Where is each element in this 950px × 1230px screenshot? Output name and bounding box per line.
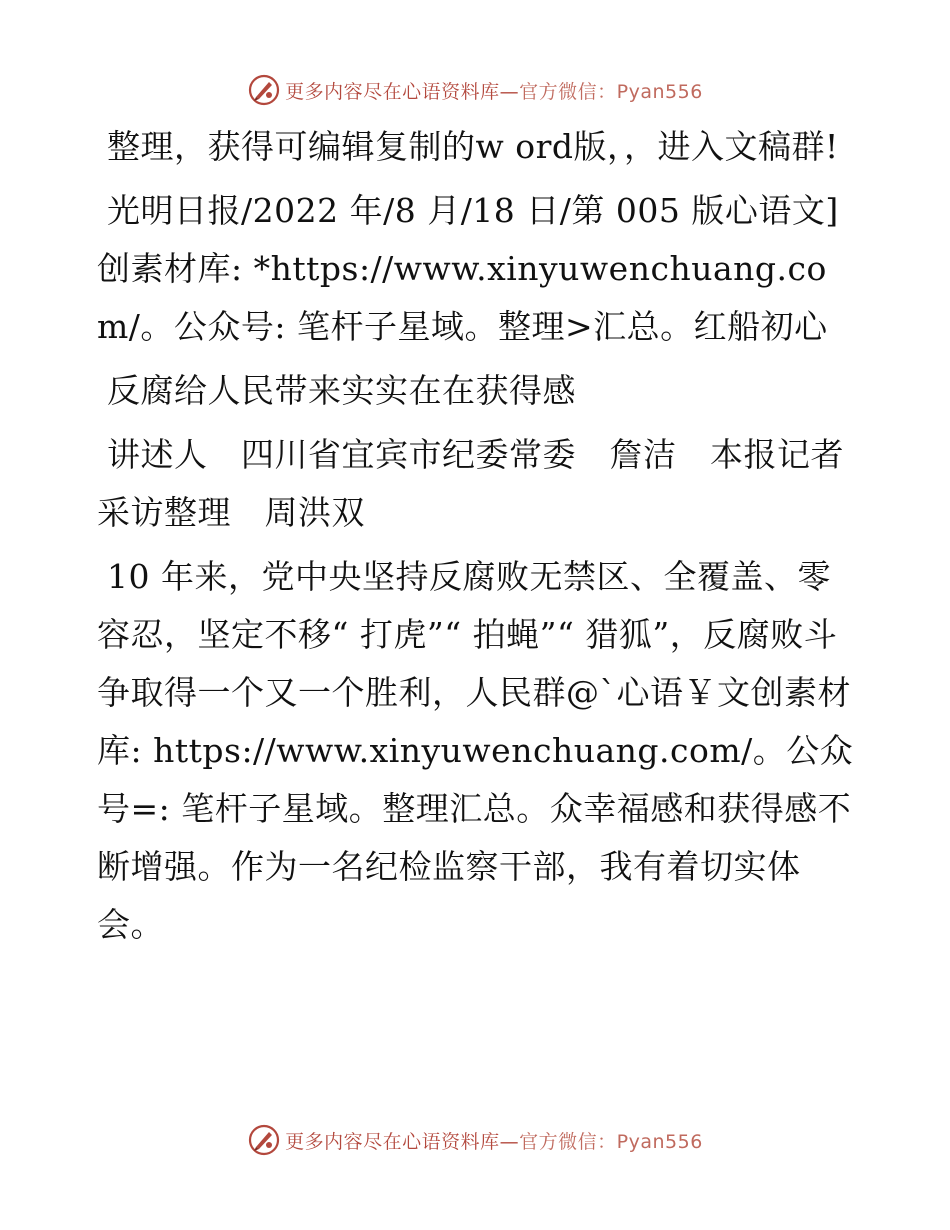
article-title: 反腐给人民带来实实在在获得感 bbox=[107, 371, 576, 410]
paragraph-source: 光明日报/2022 年/8 月/18 日/第 005 版心语文]创素材库: *https://www.xinyuwenchuang.com/。公众号: 笔杆子星域。整理>汇总。红船初心 bbox=[97, 191, 839, 346]
document-body bbox=[97, 118, 878, 960]
article-byline: 讲述人 四川省宜宾市纪委常委 詹洁 本报记者 采访整理 周洪双 bbox=[97, 435, 878, 532]
paragraph-body: 10 年来，党中央坚持反腐败无禁区、全覆盖、零容忍，坚定不移“ 打虎”“ 拍蝇”“ 猎狐”，反腐败斗争取得一个又一个胜利，人民群@`心语￥文创素材库: https://www.xinyuwenchuang.com/。公众号=: 笔杆子星域。整理汇总。众幸福感和获得感不断增强。作为一名纪检监察干部，我有着切实体会。 bbox=[97, 557, 854, 944]
header-watermark-banner bbox=[0, 70, 950, 110]
banner-contact: 官方微信：Pyan556 bbox=[519, 1130, 703, 1153]
banner-text: 更多内容尽在心语资料库— bbox=[285, 1130, 520, 1153]
quill-pen-logo-icon bbox=[247, 1123, 281, 1157]
paragraph-intro: 整理，获得可编辑复制的w ord版，，进入文稿群! bbox=[107, 127, 839, 166]
banner-text: 更多内容尽在心语资料库— bbox=[285, 80, 520, 103]
banner-contact: 官方微信：Pyan556 bbox=[519, 80, 703, 103]
footer-watermark-banner bbox=[0, 1120, 950, 1160]
quill-pen-logo-icon bbox=[247, 73, 281, 107]
